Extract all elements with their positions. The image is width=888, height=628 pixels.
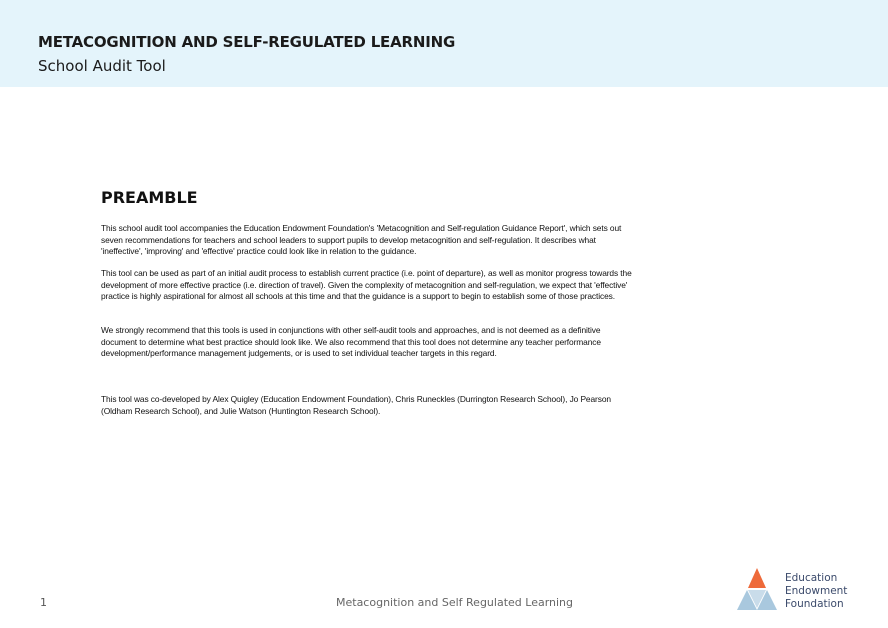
page-number: 1 bbox=[40, 596, 47, 609]
logo-wordmark bbox=[785, 572, 847, 611]
paragraph: We strongly recommend that this tools is used in conjunctions with other self-audit tools and approaches, and is not deemed as a definitive document to determine what best practice should look like. We also recommend that this tool does not determine any teacher performance development/performance management judgements, or is used to set individual teacher targets in this regard. bbox=[101, 325, 601, 358]
logo-line: Endowment bbox=[785, 585, 848, 597]
logo-line: Foundation bbox=[785, 598, 844, 610]
footer-title: Metacognition and Self Regulated Learning bbox=[336, 596, 574, 609]
paragraph: This tool was co-developed by Alex Quigley (Education Endowment Foundation), Chris Runeckles (Durrington Research School), Jo Pearson (Oldham Research School), and Julie Watson (Huntington Research School). bbox=[101, 394, 611, 416]
triangle-logo-icon bbox=[735, 568, 779, 612]
header-band bbox=[0, 0, 888, 87]
eef-logo bbox=[735, 568, 865, 612]
paragraph: This school audit tool accompanies the Education Endowment Foundation's 'Metacognition and Self-regulation Guidance Report', which sets out seven recommendations for teachers and school leaders to support pupils to develop metacognition and self-regulation. It describes what 'ineffective', 'improving' and 'effective' practice could look like in relation to the guidance. bbox=[101, 223, 622, 256]
section-heading: PREAMBLE bbox=[101, 188, 198, 207]
document-subtitle: School Audit Tool bbox=[38, 57, 166, 75]
paragraph: This tool can be used as part of an initial audit process to establish current practice (i.e. point of departure), as well as monitor progress towards the development of more effective practice (i.e. direction of travel). Given the complexity of metacognition and self-regulation, we expect that 'effective' practice is highly aspirational for almost all schools at this time and that the guidance is a support to begin to establish some of those practices. bbox=[101, 268, 632, 301]
logo-line: Education bbox=[785, 572, 838, 584]
document-title: METACOGNITION AND SELF-REGULATED LEARNING bbox=[38, 33, 456, 51]
